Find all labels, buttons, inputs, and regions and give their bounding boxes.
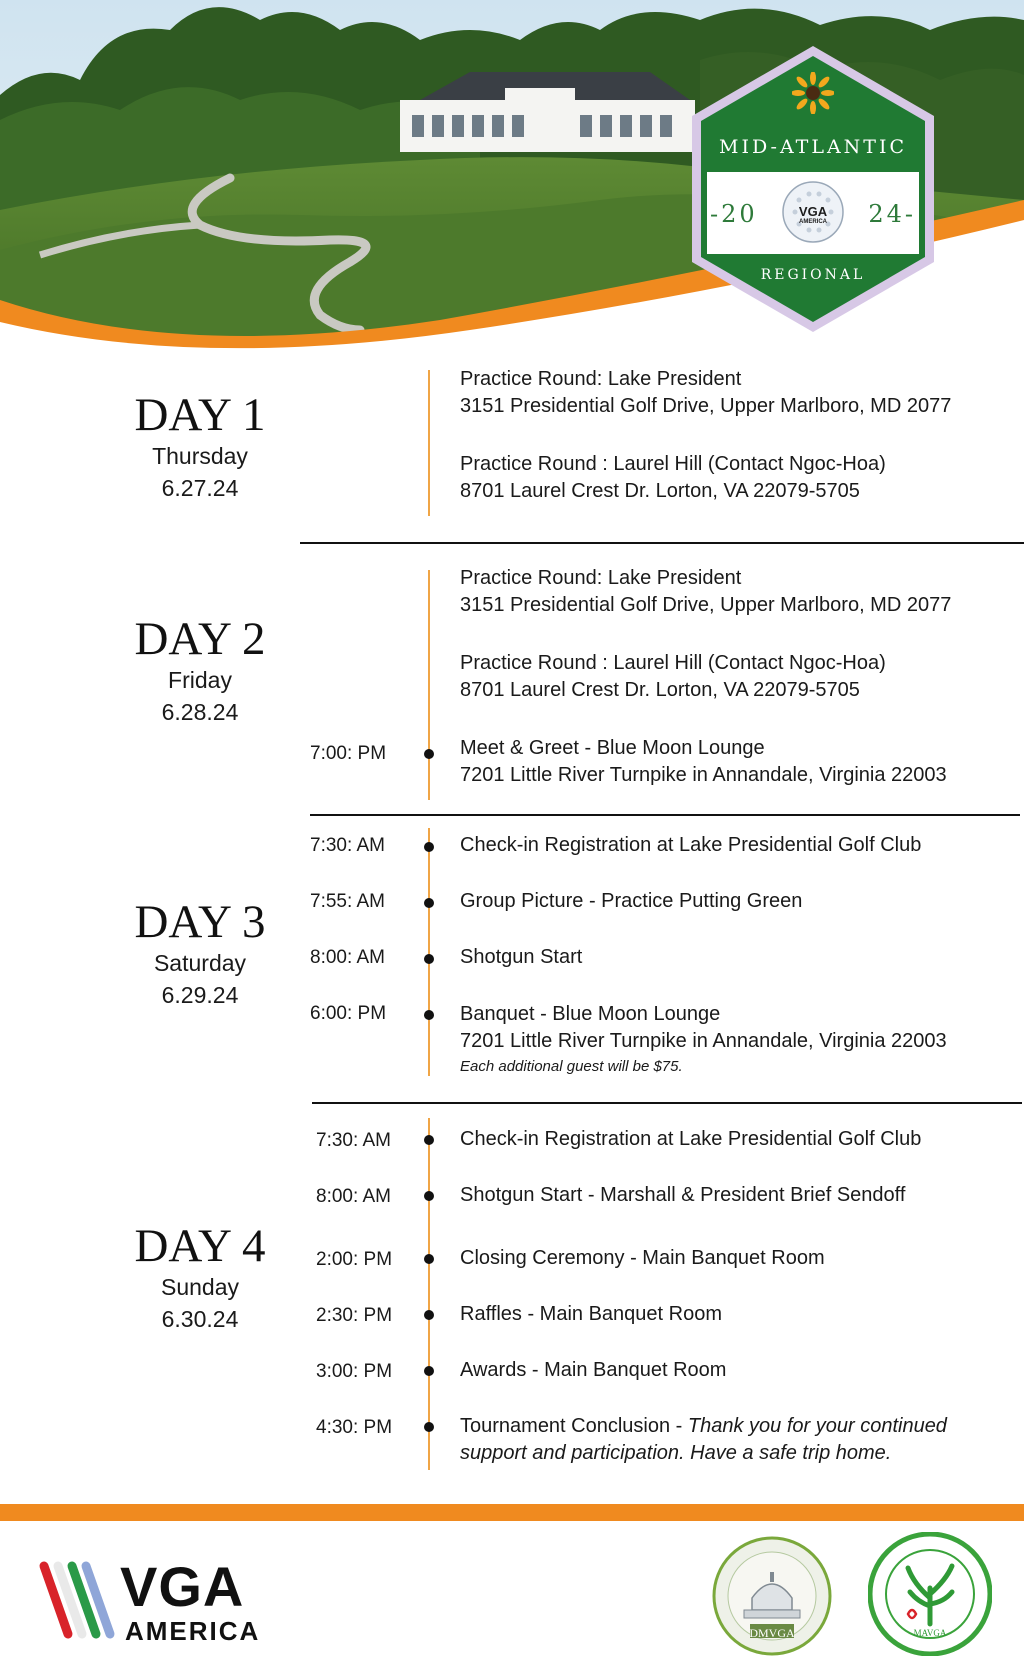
event-time: 7:55: AM	[310, 891, 385, 912]
day-title: DAY 2	[134, 613, 266, 665]
timeline-line	[428, 370, 430, 516]
timeline-dot	[424, 1010, 434, 1020]
event-title: Practice Round : Laurel Hill (Contact Ngoc-Hoa)	[460, 453, 886, 475]
seal-label: DMVGA	[749, 1626, 795, 1640]
badge-year-right: 24-	[868, 200, 916, 228]
divider	[300, 542, 1024, 544]
day-date: 6.28.24	[161, 699, 239, 725]
badge-title: MID-ATLANTIC	[719, 136, 907, 158]
day-title: DAY 3	[134, 896, 266, 948]
day-weekday: Sunday	[160, 1274, 239, 1300]
badge-ball-sublabel: AMERICA	[799, 219, 827, 225]
event-time: 7:30: AM	[310, 835, 385, 856]
timeline-line	[428, 1118, 430, 1470]
event-title: Meet & Greet - Blue Moon Lounge	[460, 737, 765, 759]
event-title	[460, 1413, 947, 1440]
logo-text: VGA	[120, 1555, 245, 1618]
event-title: Practice Round : Laurel Hill (Contact Ngoc-Hoa)	[460, 652, 886, 674]
event-address: 8701 Laurel Crest Dr. Lorton, VA 22079-5705	[460, 480, 860, 502]
day-date: 6.29.24	[161, 982, 239, 1008]
event-message: support and participation. Have a safe trip home.	[460, 1442, 892, 1464]
timeline-dot	[424, 1191, 434, 1201]
hero-banner	[0, 0, 1024, 360]
event	[460, 1413, 947, 1467]
timeline-dot	[424, 1135, 434, 1145]
timeline-line	[428, 570, 430, 800]
badge-ball-label: VGA	[798, 204, 828, 219]
day-heading	[110, 1221, 290, 1335]
divider	[312, 1102, 1022, 1104]
day-date: 6.30.24	[161, 1306, 239, 1332]
sunflower-icon	[792, 72, 834, 114]
event	[460, 366, 951, 420]
day-date: 6.27.24	[161, 475, 239, 501]
day-heading	[110, 390, 290, 504]
event	[460, 650, 886, 704]
event-time: 8:00: AM	[310, 947, 385, 968]
event-title: Practice Round: Lake President	[460, 368, 742, 390]
event-message-line	[460, 1440, 947, 1467]
event-message: Thank you for your continued	[687, 1415, 947, 1437]
event	[460, 1245, 825, 1272]
event-title-text: Tournament Conclusion -	[460, 1415, 688, 1437]
timeline-dot	[424, 1254, 434, 1264]
event-title: Group Picture - Practice Putting Green	[460, 890, 803, 912]
event-address: 7201 Little River Turnpike in Annandale, Virginia 22003	[460, 1030, 947, 1052]
event	[460, 451, 886, 505]
footer-bar	[0, 1504, 1024, 1521]
event-time: 3:00: PM	[316, 1361, 393, 1382]
day-heading	[110, 614, 290, 728]
divider	[310, 814, 1020, 816]
event-time: 7:00: PM	[310, 743, 387, 764]
day-weekday: Friday	[168, 667, 232, 693]
event-time: 6:00: PM	[310, 1003, 387, 1024]
event-address: 7201 Little River Turnpike in Annandale, Virginia 22003	[460, 764, 947, 786]
event-time: 7:30: AM	[316, 1130, 391, 1151]
event	[460, 1001, 947, 1079]
event	[460, 1126, 921, 1153]
badge-year-left: -20	[710, 200, 758, 228]
event	[460, 832, 921, 859]
event	[460, 1182, 905, 1209]
day-weekday: Saturday	[153, 950, 247, 976]
event	[460, 1301, 722, 1328]
event-address: 3151 Presidential Golf Drive, Upper Marlboro, MD 2077	[460, 594, 952, 616]
day-title: DAY 1	[134, 389, 266, 441]
timeline-dot	[424, 898, 434, 908]
event-title: Check-in Registration at Lake Presidential Golf Club	[460, 1128, 922, 1150]
event-title: Banquet - Blue Moon Lounge	[460, 1003, 721, 1025]
timeline-dot	[424, 1366, 434, 1376]
timeline-dot	[424, 1422, 434, 1432]
event	[460, 1357, 726, 1384]
event	[460, 944, 582, 971]
event-address: 8701 Laurel Crest Dr. Lorton, VA 22079-5705	[460, 679, 860, 701]
badge-subtitle: REGIONAL	[760, 267, 866, 283]
event-time: 2:30: PM	[316, 1305, 393, 1326]
seal-label: MAVGA	[913, 1628, 947, 1638]
day-heading	[110, 897, 290, 1011]
event-title: Shotgun Start - Marshall & President Brief Sendoff	[460, 1184, 906, 1206]
timeline-dot	[424, 1310, 434, 1320]
event-title: Raffles - Main Banquet Room	[460, 1303, 722, 1325]
event-time: 2:00: PM	[316, 1249, 393, 1270]
timeline-dot	[424, 842, 434, 852]
event-title: Closing Ceremony - Main Banquet Room	[460, 1247, 825, 1269]
timeline-dot	[424, 749, 434, 759]
timeline-line	[428, 828, 430, 1076]
regional-badge	[688, 44, 938, 334]
event-title: Awards - Main Banquet Room	[460, 1359, 727, 1381]
event	[460, 735, 947, 789]
day-title: DAY 4	[134, 1220, 266, 1272]
event-note: Each additional guest will be $75.	[460, 1058, 683, 1075]
event-time: 4:30: PM	[316, 1417, 393, 1438]
timeline-dot	[424, 954, 434, 964]
day-weekday: Thursday	[152, 443, 248, 469]
event-time: 8:00: AM	[316, 1186, 391, 1207]
logo-subtext: AMERICA	[125, 1616, 261, 1646]
event-title: Shotgun Start	[460, 946, 583, 968]
event-address: 3151 Presidential Golf Drive, Upper Marlboro, MD 2077	[460, 395, 952, 417]
event-title: Practice Round: Lake President	[460, 567, 742, 589]
event	[460, 565, 951, 619]
event	[460, 888, 802, 915]
event-title: Check-in Registration at Lake Presidential Golf Club	[460, 834, 922, 856]
